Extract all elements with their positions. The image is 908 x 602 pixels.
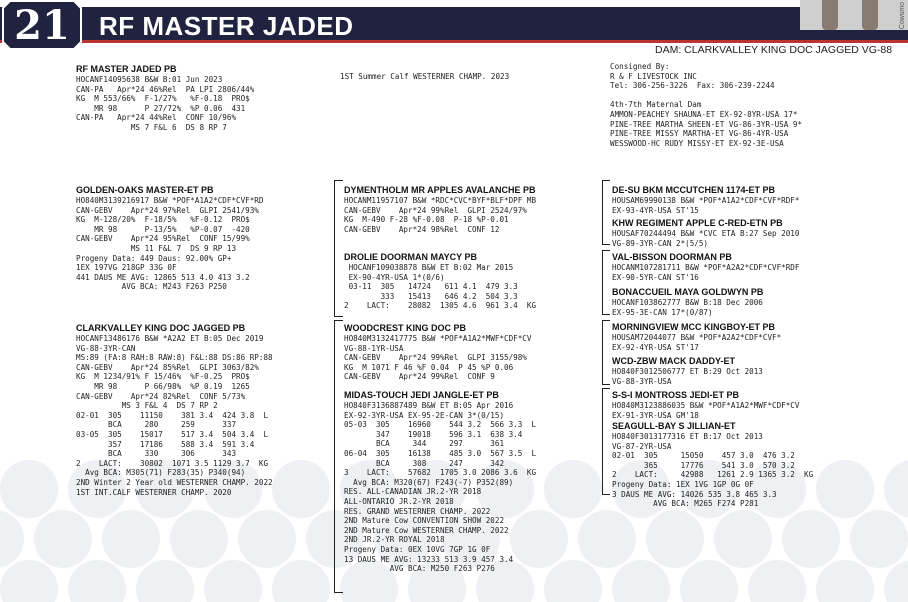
- pattern-circle: [714, 510, 772, 568]
- sire-sire-block: [344, 184, 536, 234]
- g3-block-2: [612, 251, 799, 282]
- dam-lines: [76, 334, 273, 497]
- text-line: CAN-GEBV Apr*24 82%Rel CONF 5/73%: [76, 391, 246, 401]
- text-line: BCA 330 306 343: [76, 449, 237, 459]
- text-line: 2 LACT: 42988 1261 2.9 1365 3.2 KG: [612, 470, 814, 480]
- text-line: CAN-GEBV Apr*24 85%Rel GLPI 3063/82%: [76, 362, 259, 372]
- text-line: Progeny Data: 449 Daus: 92.00% GP+: [76, 253, 232, 263]
- g3-lines: [612, 401, 799, 420]
- pedigree-bracket: [602, 180, 610, 217]
- pedigree-bracket: [602, 250, 610, 285]
- sire-dam-lines: [344, 263, 536, 311]
- main-animal-name: RF MASTER JADED PB: [76, 64, 177, 74]
- pattern-circle: [34, 510, 92, 568]
- text-line: 1EX 197VG 218GP 33G 0F: [76, 263, 177, 273]
- text-line: PINE-TREE MARTHA SHEEN-ET VG-86-3YR-USA 9*: [610, 119, 803, 129]
- sire-dam-block: [344, 251, 536, 311]
- text-line: VG-89-3YR-CAN 2*(5/5): [612, 238, 709, 248]
- text-line: CAN-PA Apr*24 46%Rel PA LPI 2806/44%: [76, 84, 255, 94]
- text-line: 2ND Mature Cow CONVENTION SHOW 2022: [344, 516, 505, 526]
- g3-name: WCD-ZBW MACK DADDY-ET: [612, 356, 735, 366]
- text-line: ALL-ONTARIO JR.2-YR 2018: [344, 496, 454, 506]
- g3-lines: [612, 298, 763, 317]
- sire-sire-name: DYMENTHOLM MR APPLES AVALANCHE PB: [344, 185, 536, 195]
- lot-number: 21: [14, 2, 70, 49]
- dam-sire-lines: [344, 334, 531, 382]
- animal-photo: [800, 0, 908, 30]
- g3-name: VAL-BISSON DOORMAN PB: [612, 252, 732, 262]
- g3-name: BONACCUEIL MAYA GOLDWYN PB: [612, 287, 764, 297]
- text-line: 3 LACT: 57682 1705 3.0 2086 3.6 KG: [344, 468, 537, 478]
- pedigree-bracket: [602, 216, 610, 245]
- text-line: 13 DAUS ME AVG: 13233 513 3.9 457 3.4: [344, 554, 514, 564]
- text-line: MS 11 F&L 7 DS 9 RP 13: [76, 243, 237, 253]
- award-text: 1ST Summer Calf WESTERNER CHAMP. 2023: [340, 72, 510, 81]
- text-line: MR 98 P-13/5% %P-0.07 -420: [76, 224, 250, 234]
- text-line: HOUSAM72044077 B&W *POF*A2A2*CDF*CVF*: [612, 333, 782, 342]
- dam-dam-name: MIDAS-TOUCH JEDI JANGLE-ET PB: [344, 390, 499, 400]
- text-line: Avg BCA: M305(71) F283(35) P340(94): [76, 468, 246, 478]
- text-line: CAN-GEBV Apr*24 99%Rel GLPI 3155/98%: [344, 353, 527, 363]
- g3-lines: [612, 263, 799, 282]
- text-line: CAN-GEBV Apr*24 97%Rel GLPI 2541/93%: [76, 205, 259, 215]
- dam-sire-name: WOODCREST KING DOC PB: [344, 323, 467, 333]
- text-line: HOCANF109038878 B&W ET B:02 Mar 2015: [344, 263, 514, 272]
- pedigree-bracket: [334, 180, 343, 259]
- pattern-circle: [102, 510, 160, 568]
- g3-lines: [612, 333, 781, 352]
- text-line: 03-11 305 14724 611 4.1 479 3.3: [344, 282, 518, 292]
- text-line: AVG BCA: M250 F263 P276: [344, 564, 495, 574]
- text-line: VG-88-3YR-USA: [612, 376, 672, 386]
- pattern-circle: [816, 560, 874, 602]
- g3-block-3: [612, 286, 763, 317]
- pattern-circle: [238, 510, 296, 568]
- text-line: MR 98 P 66/98% %P 0.19 1265: [76, 381, 250, 391]
- g3-block-0: [612, 184, 799, 215]
- text-line: EX-92-4YR-USA ST'17: [612, 342, 699, 352]
- text-line: HO840F3012506777 ET B:29 Oct 2013: [612, 367, 763, 376]
- text-line: KG M-128/20% F-18/5% %F-0.12 PRO$: [76, 215, 250, 225]
- text-line: MS 7 F&L 6 DS 8 RP 7: [76, 122, 227, 132]
- text-line: MS:89 (FA:8 RAH:8 RAW:8) F&L:88 DS:86 RP:88: [76, 353, 273, 363]
- text-line: EX-93-4YR-USA ST'15: [612, 205, 699, 215]
- g3-lines: [612, 196, 799, 215]
- main-animal-lines: [76, 75, 254, 133]
- pattern-circle: [578, 510, 636, 568]
- g3-name: MORNINGVIEW MCC KINGBOY-ET PB: [612, 322, 776, 332]
- text-line: AMMON-PEACHEY SHAUNA-ET EX-92-8YR-USA 17*: [610, 109, 798, 119]
- text-line: 365 17776 541 3.0 570 3.2: [612, 460, 795, 470]
- text-line: 441 DAUS ME AVG: 12865 513 4.0 413 3.2: [76, 272, 250, 282]
- text-line: 2 LACT: 28082 1305 4.6 961 3.4 KG: [344, 301, 537, 311]
- g3-lines: [612, 432, 813, 509]
- text-line: HOCANF103862777 B&W B:18 Dec 2006: [612, 298, 763, 307]
- text-line: CAN-GEBV Apr*24 98%Rel CONF 12: [344, 224, 500, 234]
- text-line: BCA 344 297 361: [344, 439, 505, 449]
- text-line: 4th-7th Maternal Dam: [610, 100, 702, 110]
- text-line: HOUSAF70244494 B&W *CVC ETA B:27 Sep 2010: [612, 229, 800, 238]
- g3-block-6: [612, 389, 799, 420]
- text-line: [610, 91, 802, 101]
- photo-credit: Cowsmo: [899, 2, 906, 30]
- text-line: KG M 1234/91% F 15/46% %F-0.25 PRO$: [76, 372, 250, 382]
- pattern-circle: [544, 560, 602, 602]
- text-line: 03-05 305 15017 517 3.4 504 3.4 L: [76, 429, 269, 439]
- text-line: HOUSAM69990138 B&W *POF*A1A2*CDF*CVF*RDF*: [612, 196, 800, 205]
- pedigree-bracket: [334, 392, 343, 593]
- g3-block-7: [612, 420, 813, 509]
- text-line: 05-03 305 16960 544 3.2 566 3.3 L: [344, 420, 537, 430]
- text-line: HOCANF14095638 B&W B:01 Jun 2023: [76, 75, 223, 84]
- text-line: 2ND Winter 2 Year old WESTERNER CHAMP. 2022: [76, 477, 273, 487]
- text-line: CAN-GEBV Apr*24 95%Rel CONF 15/99%: [76, 234, 250, 244]
- pattern-circle: [0, 460, 58, 518]
- dam-label: DAM: CLARKVALLEY KING DOC JAGGED VG-88: [655, 44, 893, 56]
- text-line: 02-01 305 11150 381 3.4 424 3.8 L: [76, 410, 269, 420]
- g3-block-1: [612, 217, 799, 248]
- pattern-circle: [136, 560, 194, 602]
- main-animal-block: [76, 63, 254, 133]
- pattern-circle: [646, 510, 704, 568]
- text-line: KG M 553/66% F-1/27% %F-0.18 PRO$: [76, 94, 250, 104]
- text-line: HOCANM107281711 B&W *POF*A2A2*CDF*CVF*RDF: [612, 263, 800, 272]
- pattern-circle: [272, 460, 330, 518]
- text-line: 06-04 305 16138 485 3.0 567 3.5 L: [344, 448, 537, 458]
- pedigree-bracket: [334, 320, 343, 393]
- text-line: VG-88-1YR-USA: [344, 343, 404, 353]
- g3-name: SEAGULL-BAY S JILLIAN-ET: [612, 421, 736, 431]
- text-line: HOCANF13486176 B&W *A2A2 ET B:05 Dec 2019: [76, 334, 264, 343]
- lot-badge: [2, 0, 82, 50]
- text-line: 3 DAUS ME AVG: 14026 535 3.8 465 3.3: [612, 489, 777, 499]
- g3-lines: [612, 229, 799, 248]
- text-line: AVG BCA: M243 F263 P250: [76, 282, 227, 292]
- g3-name: S-S-I MONTROSS JEDI-ET PB: [612, 390, 740, 400]
- text-line: Progeny Data: 1EX 1VG 1GP 0G 0F: [612, 479, 754, 489]
- g3-block-5: [612, 355, 763, 386]
- g3-name: DE-SU BKM MCCUTCHEN 1174-ET PB: [612, 185, 776, 195]
- text-line: Avg BCA: M320(67) F243(-7) P352(89): [344, 477, 514, 487]
- text-line: 1ST INT.CALF WESTERNER CHAMP. 2020: [76, 487, 232, 497]
- pedigree-bracket: [602, 388, 610, 423]
- photo-leg: [822, 0, 838, 30]
- pattern-circle: [816, 460, 874, 518]
- pattern-circle: [0, 560, 58, 602]
- text-line: HO840M3139216917 B&W *POF*A1A2*CDF*CVF*RD: [76, 196, 264, 205]
- pattern-circle: [680, 560, 738, 602]
- g3-name: KHW REGIMENT APPLE C-RED-ETN PB: [612, 218, 783, 228]
- pedigree-bracket: [334, 258, 343, 317]
- text-line: Tel: 306-256-3226 Fax: 306-239-2244: [610, 81, 775, 91]
- sire-block: [76, 184, 263, 292]
- text-line: 2ND Mature Cow WESTERNER CHAMP. 2022: [344, 525, 509, 535]
- text-line: EX-91-3YR-USA GM'18: [612, 410, 699, 420]
- text-line: RES. ALL-CANADIAN JR.2-YR 2018: [344, 487, 482, 497]
- pattern-circle: [544, 460, 602, 518]
- text-line: KG M 1071 F 46 %F 0.04 P 45 %P 0.06: [344, 362, 514, 372]
- text-line: 02-01 305 15050 457 3.0 476 3.2: [612, 451, 795, 461]
- text-line: PINE-TREE MISSY MARTHA-ET VG-86-4YR-USA: [610, 129, 789, 139]
- text-line: 2ND JR.2-YR ROYAL 2018: [344, 535, 445, 545]
- consigned-block: [610, 62, 802, 148]
- pattern-circle: [272, 560, 330, 602]
- dam-name: CLARKVALLEY KING DOC JAGGED PB: [76, 323, 246, 333]
- text-line: MS 3 F&L 4 DS 7 RP 2: [76, 401, 218, 411]
- text-line: 333 15413 646 4.2 504 3.3: [344, 291, 518, 301]
- text-line: VG-87-2YR-USA: [612, 441, 672, 451]
- header: [0, 0, 908, 50]
- sire-lines: [76, 196, 263, 292]
- text-line: Progeny Data: 0EX 10VG 7GP 1G 0F: [344, 544, 491, 554]
- photo-leg: [862, 0, 878, 30]
- text-line: 347 19018 596 3.1 638 3.4: [344, 429, 523, 439]
- text-line: HO840M3132417775 B&W *POF*A1A2*MWF*CDF*CV: [344, 334, 532, 343]
- text-line: HO840F3136887489 B&W ET B:05 Apr 2016: [344, 401, 514, 410]
- pattern-circle: [0, 510, 24, 568]
- text-line: HOCANM11957107 B&W *RDC*CVC*BYF*BLF*DPF MB: [344, 196, 537, 205]
- text-line: WESSWOOD-HC RUDY MISSY-ET EX-92-3E-USA: [610, 138, 784, 148]
- pattern-circle: [748, 560, 806, 602]
- pattern-circle: [782, 510, 840, 568]
- text-line: VG-88-3YR-CAN: [76, 343, 136, 353]
- dam-sire-block: [344, 322, 531, 382]
- dam-dam-block: [344, 389, 536, 574]
- text-line: Consigned By:: [610, 62, 670, 71]
- pedigree-bracket: [602, 284, 610, 315]
- text-line: BCA 308 247 342: [344, 458, 505, 468]
- pattern-circle: [204, 560, 262, 602]
- pattern-circle: [68, 560, 126, 602]
- text-line: 357 17186 588 3.4 591 3.4: [76, 439, 255, 449]
- sire-dam-name: DROLIE DOORMAN MAYCY PB: [344, 252, 478, 262]
- dam-dam-lines: [344, 401, 536, 574]
- text-line: HO840F3013177316 ET B:17 Oct 2013: [612, 432, 763, 441]
- g3-block-4: [612, 321, 781, 352]
- g3-lines: [612, 367, 763, 386]
- text-line: 2 LACT: 30802 1071 3.5 1129 3.7 KG: [76, 458, 269, 468]
- pattern-circle: [170, 510, 228, 568]
- text-line: RES. GRAND WESTERNER CHAMP. 2022: [344, 506, 491, 516]
- text-line: CAN-GEBV Apr*24 99%Rel CONF 9: [344, 372, 495, 382]
- text-line: CAN-GEBV Apr*24 99%Rel GLPI 2524/97%: [344, 205, 527, 215]
- text-line: KG M-490 F-28 %F-0.08 P-18 %P-0.01: [344, 215, 509, 225]
- sire-sire-lines: [344, 196, 536, 234]
- text-line: CAN-PA Apr*24 44%Rel CONF 10/96%: [76, 113, 237, 123]
- pedigree-bracket: [602, 354, 610, 385]
- pattern-circle: [612, 560, 670, 602]
- pedigree-bracket: [602, 320, 610, 355]
- text-line: R & F LIVESTOCK INC: [610, 71, 697, 81]
- pedigree-bracket: [602, 422, 610, 495]
- text-line: AVG BCA: M265 F274 P281: [612, 499, 759, 509]
- text-line: EX-92-3YR-USA EX-95-2E-CAN 3*(0/15): [344, 410, 505, 420]
- text-line: EX-90-4YR-USA 1*(0/6): [344, 272, 445, 282]
- sire-name: GOLDEN-OAKS MASTER-ET PB: [76, 185, 214, 195]
- pattern-circle: [884, 460, 908, 518]
- pattern-circle: [850, 510, 908, 568]
- text-line: EX-95-3E-CAN 17*(0/87): [612, 307, 713, 317]
- text-line: MR 98 P 27/72% %P 0.06 431: [76, 103, 246, 113]
- page-title: RF MASTER JADED: [99, 11, 354, 41]
- dam-block: [76, 322, 273, 497]
- text-line: HO840M3123886035 B&W *POF*A1A2*MWF*CDF*CV: [612, 401, 800, 410]
- text-line: EX-90-5YR-CAN ST'16: [612, 272, 699, 282]
- text-line: BCA 280 259 337: [76, 420, 237, 430]
